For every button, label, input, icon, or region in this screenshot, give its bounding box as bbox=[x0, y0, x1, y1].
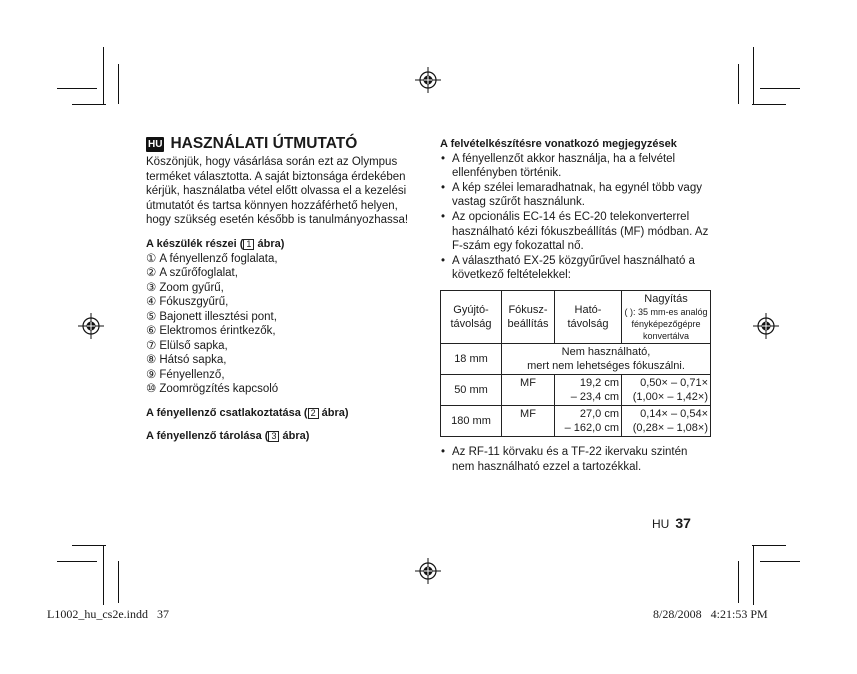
list-item: ⑤ Bajonett illesztési pont, bbox=[146, 310, 277, 323]
table-row bbox=[441, 405, 711, 436]
header-range: Ható-távolság bbox=[555, 290, 622, 343]
figure-ref: 3 bbox=[268, 431, 279, 442]
header-magnification: Nagyítás ( ): 35 mm-es analóg fényképezőgépre konvertálva bbox=[622, 290, 711, 343]
notes-list bbox=[440, 152, 712, 283]
header-note: ( ): 35 mm-es analóg fényképezőgépre konvertálva bbox=[624, 306, 708, 341]
list-item: • A választható EX-25 közgyűrűvel használható a következő feltételekkel: bbox=[440, 254, 712, 283]
list-item: ⑨ Fényellenző, bbox=[146, 368, 225, 381]
left-column bbox=[146, 135, 416, 444]
figure-ref: 2 bbox=[308, 408, 319, 419]
cell-magnification: 0,14× – 0,54× (0,28× – 1,08×) bbox=[622, 405, 711, 436]
page-title bbox=[146, 135, 416, 153]
cell-merged: Nem használható, mert nem lehetséges fókuszálni. bbox=[502, 343, 711, 374]
title-text: HASZNÁLATI ÚTMUTATÓ bbox=[170, 135, 358, 152]
table-row bbox=[441, 374, 711, 405]
language-badge: HU bbox=[148, 138, 163, 150]
cell-range: 27,0 cm – 162,0 cm bbox=[555, 405, 622, 436]
intro-paragraph: Köszönjük, hogy vásárlása során ezt az Olympus terméket választotta. A saját biztonsága érdekében kérjük, használatba vétel előtt olvassa el a kezelési útmutatót és tartsa könnyen hozzáférhető helyen, hogy szükség esetén később is tanulmányozhassa! bbox=[146, 156, 409, 227]
list-item: • A fényellenzőt akkor használja, ha a felvétel ellenfényben történik. bbox=[440, 152, 712, 181]
table-row bbox=[441, 343, 711, 374]
list-item: ① A fényellenző foglalata, bbox=[146, 252, 278, 265]
page-lang: HU bbox=[652, 517, 670, 531]
attach-heading: A fényellenző csatlakoztatása ( 2 ábra) bbox=[146, 406, 349, 419]
registration-mark-icon bbox=[415, 558, 441, 584]
list-item: ⑩ Zoomrögzítés kapcsoló bbox=[146, 383, 279, 396]
extension-tube-table bbox=[440, 290, 711, 437]
cell-mode: MF bbox=[502, 405, 555, 436]
cell-focal: 50 mm bbox=[441, 374, 502, 405]
cell-focal: 180 mm bbox=[441, 405, 502, 436]
list-item: ⑥ Elektromos érintkezők, bbox=[146, 325, 276, 338]
page-number-value: 37 bbox=[675, 515, 691, 531]
list-item: ② A szűrőfoglalat, bbox=[146, 267, 238, 280]
cell-magnification: 0,50× – 0,71× (1,00× – 1,42×) bbox=[622, 374, 711, 405]
header-focus: Fókusz-beállítás bbox=[502, 290, 555, 343]
table-header-row bbox=[441, 290, 711, 343]
registration-mark-icon bbox=[753, 313, 779, 339]
cell-mode: MF bbox=[502, 374, 555, 405]
list-item: ③ Zoom gyűrű, bbox=[146, 281, 224, 294]
list-item: ⑧ Hátsó sapka, bbox=[146, 354, 227, 367]
parts-heading: A készülék részei ( 1 ábra) bbox=[146, 237, 285, 250]
storage-heading: A fényellenző tárolása ( 3 ábra) bbox=[146, 430, 310, 443]
right-column bbox=[440, 137, 712, 474]
final-notes-list bbox=[440, 445, 712, 474]
list-item: • A kép szélei lemaradhatnak, ha egynél több vagy vastag szűrőt használunk. bbox=[440, 181, 712, 210]
list-item: • Az opcionális EC-14 és EC-20 telekonverterrel használható kézi fókuszbeállítás (MF) módban. Az F-szám egy fokozattal nő. bbox=[440, 210, 712, 254]
registration-mark-icon bbox=[415, 67, 441, 93]
cell-focal: 18 mm bbox=[441, 343, 502, 374]
list-item: • Az RF-11 körvaku és a TF-22 ikervaku szintén nem használható ezzel a tartozékkal. bbox=[440, 445, 712, 474]
footer-timestamp: 8/28/2008 4:21:53 PM bbox=[653, 607, 768, 621]
figure-ref: 1 bbox=[243, 239, 254, 250]
header-focal: Gyújtó-távolság bbox=[441, 290, 502, 343]
parts-list bbox=[146, 252, 416, 397]
cell-range: 19,2 cm – 23,4 cm bbox=[555, 374, 622, 405]
page-number bbox=[652, 515, 691, 531]
notes-heading: A felvételkészítésre vonatkozó megjegyzések bbox=[440, 138, 677, 150]
footer-filename: L1002_hu_cs2e.indd 37 bbox=[47, 607, 169, 621]
registration-mark-icon bbox=[78, 313, 104, 339]
list-item: ④ Fókuszgyűrű, bbox=[146, 296, 229, 309]
list-item: ⑦ Elülső sapka, bbox=[146, 339, 228, 352]
